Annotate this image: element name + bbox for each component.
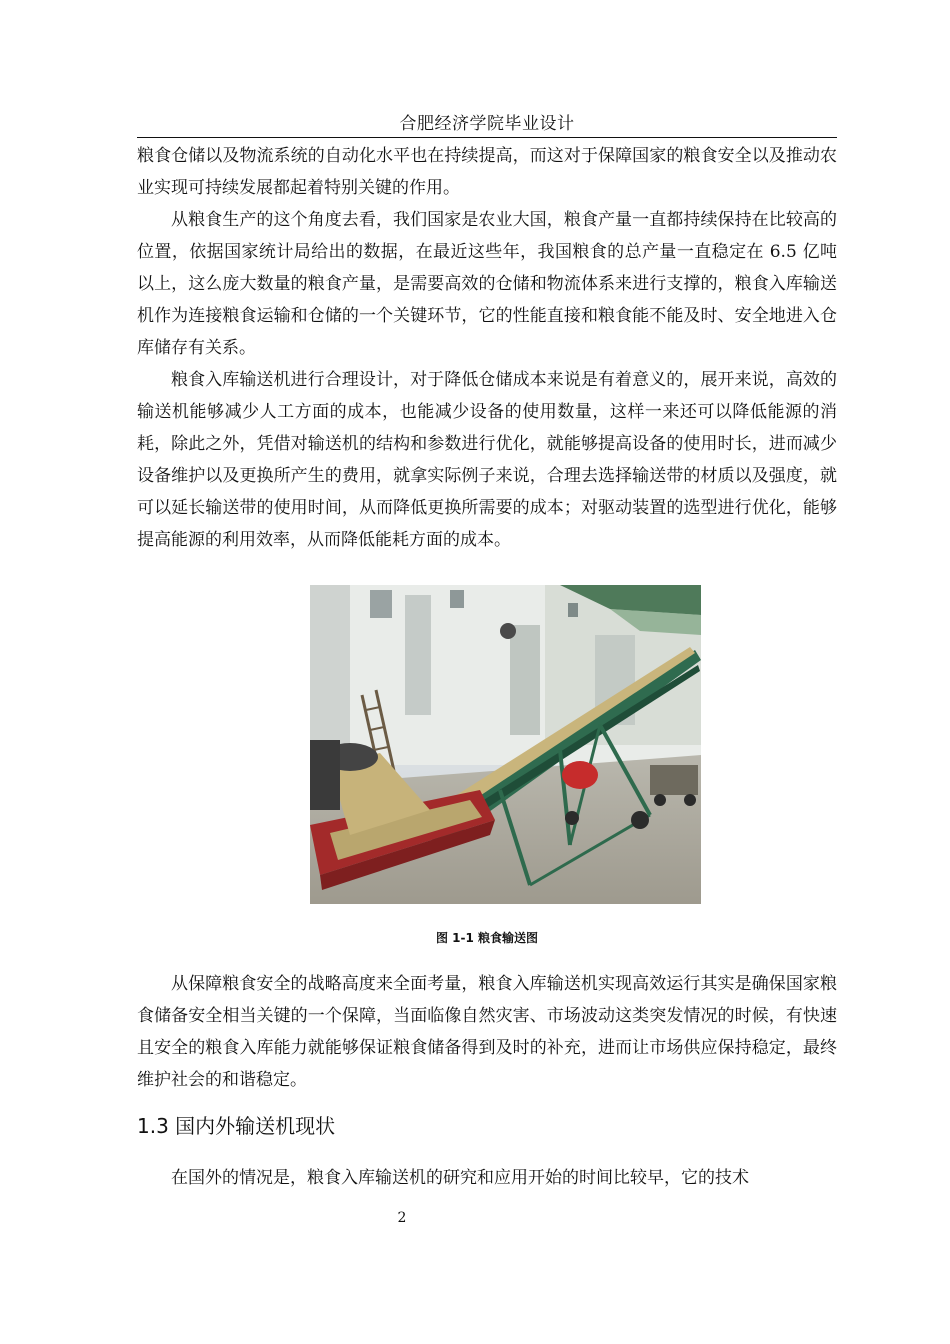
running-header: 合肥经济学院毕业设计	[399, 114, 575, 134]
paragraph: 从保障粮食安全的战略高度来全面考量，粮食入库输送机实现高效运行其实是确保国家粮食储备安全相当关键的一个保障，当面临像自然灾害、市场波动这类突发情况的时候，有快速且安全的粮食入库能力就能够保证粮食储备得到及时的补充，进而让市场供应保持稳定，最终维护社会的和谐稳定。	[137, 974, 837, 1090]
section-heading: 1.3 国内外输送机现状	[137, 1114, 336, 1138]
page-number: 2	[397, 1210, 407, 1226]
figure-image	[310, 585, 701, 904]
body-text-section	[137, 1162, 837, 1194]
body-text-top	[137, 140, 837, 556]
paragraph: 在国外的情况是，粮食入库输送机的研究和应用开始的时间比较早，它的技术	[171, 1168, 749, 1188]
paragraph: 粮食入库输送机进行合理设计，对于降低仓储成本来说是有着意义的，展开来说，高效的输送机能够减少人工方面的成本，也能减少设备的使用数量，这样一来还可以降低能源的消耗，除此之外，凭借对输送机的结构和参数进行优化，就能够提高设备的使用时长，进而减少设备维护以及更换所产生的费用，就拿实际例子来说，合理去选择输送带的材质以及强度，就可以延长输送带的使用时间，从而降低更换所需要的成本；对驱动装置的选型进行优化，能够提高能源的利用效率，从而降低能耗方面的成本。	[137, 370, 837, 550]
paragraph: 从粮食生产的这个角度去看，我们国家是农业大国，粮食产量一直都持续保持在比较高的位置，依据国家统计局给出的数据，在最近这些年，我国粮食的总产量一直稳定在 6.5 亿吨以上，这么庞大数量的粮食产量，是需要高效的仓储和物流体系来进行支撑的，粮食入库输送机作为连接粮食运输和仓储的一个关键环节，它的性能直接和粮食能不能及时、安全地进入仓库储存有关系。	[137, 210, 837, 358]
grain-conveyor-photo	[310, 585, 701, 904]
paragraph: 粮食仓储以及物流系统的自动化水平也在持续提高，而这对于保障国家的粮食安全以及推动农业实现可持续发展都起着特别关键的作用。	[137, 146, 837, 198]
figure-caption: 图 1-1 粮食输送图	[435, 931, 539, 945]
body-text-bottom	[137, 968, 837, 1096]
header-rule	[137, 137, 837, 138]
